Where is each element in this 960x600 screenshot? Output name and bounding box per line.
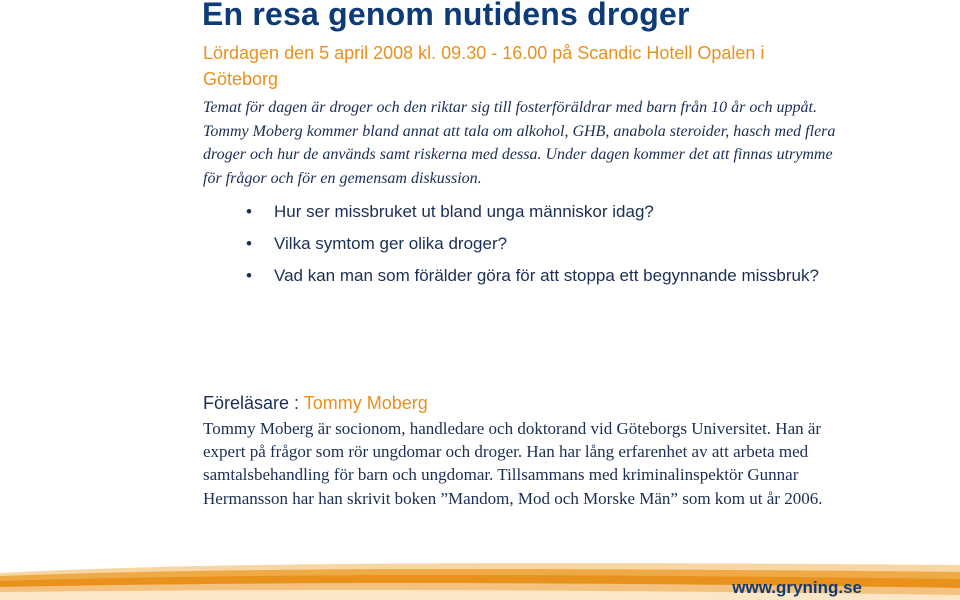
speaker-bio: Tommy Moberg är socionom, handledare och doktorand vid Göteborgs Universitet. Han är expert på frågor som rör ungdomar och droger. Han har lång erfarenhet av att arbeta med samtalsbehandling för barn och ungdomar. Tillsammans med kriminalinspektör Gunnar Hermansson har han skrivit boken ”Mandom, Mod och Morske Män” som kom ut år 2006. bbox=[203, 419, 823, 508]
bullet-icon: • bbox=[246, 266, 252, 285]
event-date-location: Lördagen den 5 april 2008 kl. 09.30 - 16.00 på Scandic Hotell Opalen i Göteborg bbox=[203, 43, 765, 89]
speaker-label: Föreläsare : bbox=[203, 393, 304, 413]
list-item bbox=[246, 232, 846, 255]
list-item bbox=[246, 200, 846, 223]
bullet-icon: • bbox=[246, 234, 252, 253]
speaker-heading bbox=[203, 393, 428, 414]
question-text: Vilka symtom ger olika droger? bbox=[274, 234, 508, 253]
intro-paragraph: Temat för dagen är droger och den riktar sig till fosterföräldrar med barn från 10 år och uppåt. Tommy Moberg kommer bland annat att tala om alkohol, GHB, anabola steroider, hasch med flera droger och hur de används samt riskerna med dessa. Under dagen kommer det att finnas utrymme för frågor och för en gemensam diskussion. bbox=[203, 99, 836, 187]
page-title: En resa genom nutidens droger bbox=[202, 0, 690, 32]
question-text: Vad kan man som förälder göra för att stoppa ett begynnande missbruk? bbox=[274, 266, 819, 285]
bullet-icon: • bbox=[246, 202, 252, 221]
website-link[interactable]: www.gryning.se bbox=[732, 578, 862, 597]
question-text: Hur ser missbruket ut bland unga människor idag? bbox=[274, 202, 654, 221]
question-list bbox=[246, 200, 846, 296]
list-item bbox=[246, 264, 846, 287]
speaker-name: Tommy Moberg bbox=[303, 393, 428, 413]
